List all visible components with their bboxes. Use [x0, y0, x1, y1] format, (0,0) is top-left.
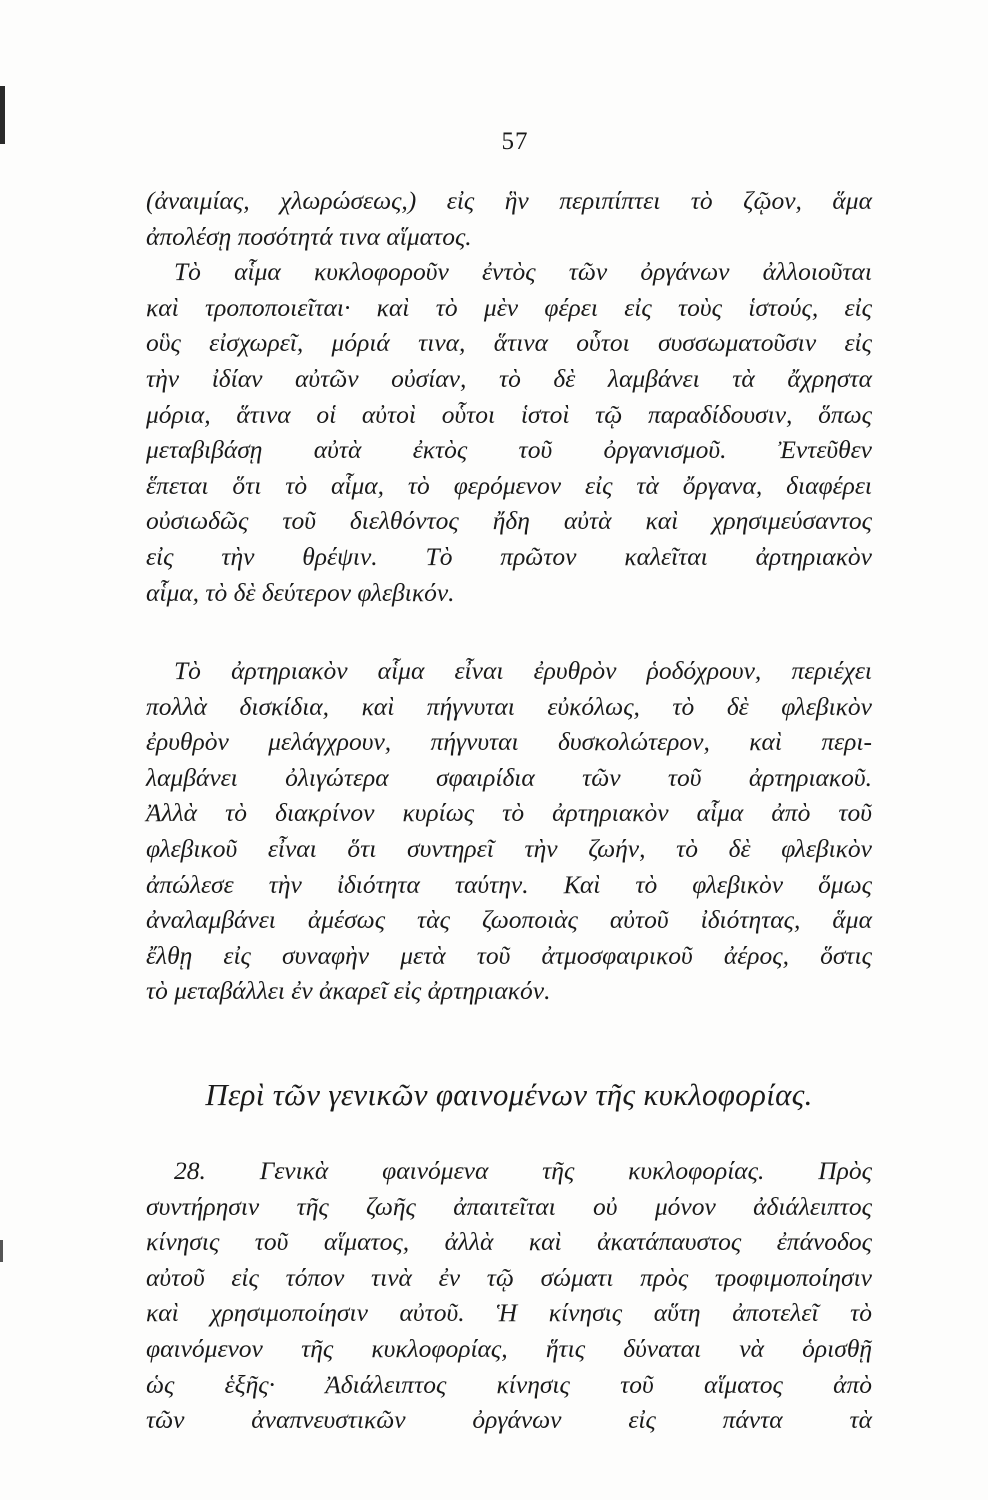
text-line: μεταβιβάσῃ αὐτὰ ἐκτὸς τοῦ ὀργανισμοῦ. Ἐντεῦθεν	[146, 435, 872, 465]
paragraph-1	[146, 183, 872, 610]
text-line: ἀπώλεσε τὴν ἰδιότητα ταύτην. Καὶ τὸ φλεβικὸν ὅμως	[146, 869, 872, 899]
text-line: ἕπεται ὅτι τὸ αἷμα, τὸ φερόμενον εἰς τὰ ὄργανα, διαφέρει	[146, 470, 872, 500]
text-line: αὐτοῦ εἰς τόπον τινὰ ἐν τῷ σώματι πρὸς τροφιμοποίησιν	[146, 1262, 872, 1292]
section-heading: Περὶ τῶν γενικῶν φαινομένων τῆς κυκλοφορίας.	[205, 1077, 813, 1112]
text-line: τῶν ἀναπνευστικῶν ὀργάνων εἰς πάντα τὰ	[146, 1405, 872, 1435]
text-line: 28. Γενικὰ φαινόμενα τῆς κυκλοφορίας. Πρὸς	[174, 1156, 872, 1185]
paragraph-3	[146, 1153, 872, 1438]
text-line: εἰς τὴν θρέψιν. Τὸ πρῶτον καλεῖται ἀρτηριακὸν	[146, 541, 872, 571]
text-line: καὶ χρησιμοποίησιν αὐτοῦ. Ἡ κίνησις αὕτη ἀποτελεῖ τὸ	[146, 1298, 872, 1328]
text-line: (ἀναιμίας, χλωρώσεως,) εἰς ἣν περιπίπτει τὸ ζῷον, ἅμα	[146, 186, 872, 215]
text-line: Τὸ αἷμα κυκλοφοροῦν ἐντὸς τῶν ὀργάνων ἀλλοιοῦται	[174, 257, 872, 287]
text-line: Τὸ ἀρτηριακὸν αἷμα εἶναι ἐρυθρὸν ῥοδόχρουν, περιέχει	[174, 656, 872, 685]
text-line: κίνησις τοῦ αἵματος, ἀλλὰ καὶ ἀκατάπαυστος ἐπάνοδος	[146, 1227, 872, 1257]
text-line: οὓς εἰσχωρεῖ, μόριά τινα, ἅτινα οὗτοι συσσωματοῦσιν εἰς	[146, 328, 872, 358]
paragraph-2	[146, 653, 872, 1009]
text-line: Ἀλλὰ τὸ διακρίνον κυρίως τὸ ἀρτηριακὸν αἷμα ἀπὸ τοῦ	[146, 798, 872, 828]
text-line: πολλὰ δισκίδια, καὶ πήγνυται εὐκόλως, τὸ δὲ φλεβικὸν	[146, 691, 872, 721]
page-number: 57	[501, 128, 529, 155]
text-line: φλεβικοῦ εἶναι ὅτι συντηρεῖ τὴν ζωήν, τὸ δὲ φλεβικὸν	[146, 833, 872, 863]
scan-edge-mark	[0, 1240, 3, 1262]
text-line: λαμβάνει ὀλιγώτερα σφαιρίδια τῶν τοῦ ἀρτηριακοῦ.	[146, 762, 872, 792]
text-line: τὴν ἰδίαν αὐτῶν οὐσίαν, τὸ δὲ λαμβάνει τὰ ἄχρηστα	[146, 363, 872, 393]
text-line: ὡς ἑξῆς· Ἀδιάλειπτος κίνησις τοῦ αἵματος ἀπὸ	[146, 1369, 872, 1399]
text-line: ἀπολέσῃ ποσότητά τινα αἵματος.	[146, 221, 472, 251]
text-line: τὸ μεταβάλλει ἐν ἀκαρεῖ εἰς ἀρτηριακόν.	[146, 976, 551, 1006]
text-line: μόρια, ἅτινα οἱ αὐτοὶ οὗτοι ἱστοὶ τῷ παραδίδουσιν, ὅπως	[146, 399, 872, 429]
text-line: ἀναλαμβάνει ἀμέσως τὰς ζωοποιὰς αὐτοῦ ἰδιότητας, ἅμα	[146, 905, 872, 935]
text-line: συντήρησιν τῆς ζωῆς ἀπαιτεῖται οὐ μόνον ἀδιάλειπτος	[146, 1191, 872, 1221]
text-line: φαινόμενον τῆς κυκλοφορίας, ἥτις δύναται νὰ ὁρισθῇ	[146, 1333, 872, 1363]
text-line: αἷμα, τὸ δὲ δεύτερον φλεβικόν.	[146, 577, 455, 607]
text-line: ἔλθῃ εἰς συναφὴν μετὰ τοῦ ἀτμοσφαιρικοῦ ἀέρος, ὅστις	[146, 940, 872, 970]
text-line: καὶ τροποποιεῖται· καὶ τὸ μὲν φέρει εἰς τοὺς ἱστούς, εἰς	[146, 292, 872, 322]
text-line: ἐρυθρὸν μελάγχρουν, πήγνυται δυσκολώτερον, καὶ περι-	[146, 727, 872, 757]
text-line: οὐσιωδῶς τοῦ διελθόντος ἤδη αὐτὰ καὶ χρησιμεύσαντος	[146, 506, 872, 536]
